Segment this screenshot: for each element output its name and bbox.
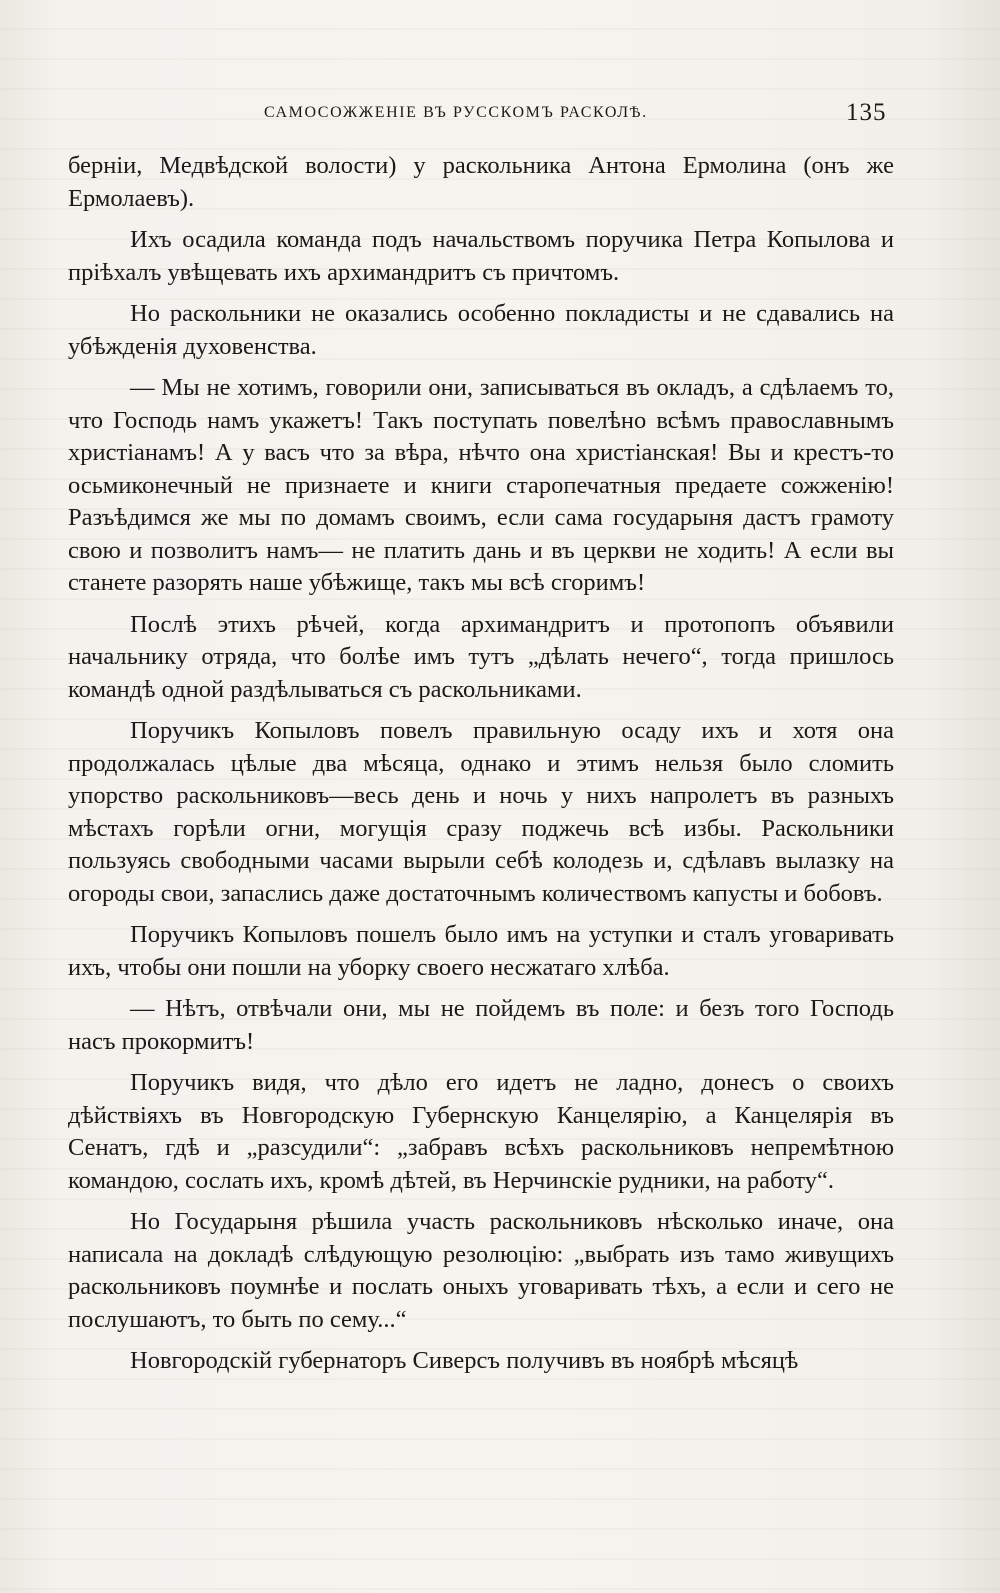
body-text	[68, 150, 894, 1387]
paragraph-2: Ихъ осадила команда подъ начальствомъ поручика Петра Копылова и пріѣхалъ увѣщевать ихъ архимандритъ съ причтомъ.	[68, 226, 894, 286]
running-title: САМОСОЖЖЕНІЕ ВЪ РУССКОМЪ РАСКОЛѢ.	[264, 104, 648, 121]
paragraph-6: Поручикъ Копыловъ повелъ правильную осаду ихъ и хотя она продолжалась цѣлые два мѣсяца, однако и этимъ нельзя было сломить упорство раскольниковъ—весь день и ночь у нихъ напролетъ въ разныхъ мѣстахъ горѣли огни, могущія сразу поджечь всѣ избы. Раскольники пользуясь свободными часами вырыли себѣ колодезь и, сдѣлавъ вылазку на огороды свои, запаслись даже достаточнымъ количествомъ капусты и бобовъ.	[68, 717, 894, 907]
paragraph-4: — Мы не хотимъ, говорили они, записываться въ окладъ, а сдѣлаемъ то, что Господь намъ укажетъ! Такъ поступать повелѣно всѣмъ православнымъ христіанамъ! А у васъ что за вѣра, нѣчто она христіанская! Вы и крестъ-то осьмиконечный не признаете и книги старопечатныя предаете сожженію! Разъѣдимся же мы по домамъ своимъ, если сама государыня дастъ грамоту свою и позволитъ намъ— не платить дань и въ церкви не ходить! А если вы станете разорять наше убѣжище, такъ мы всѣ сгоримъ!	[68, 374, 894, 596]
paragraph-7: Поручикъ Копыловъ пошелъ было имъ на уступки и сталъ уговаривать ихъ, чтобы они пошли на уборку своего несжатаго хлѣба.	[68, 921, 894, 981]
paragraph-5: Послѣ этихъ рѣчей, когда архимандритъ и протопопъ объявили начальнику отряда, что болѣе имъ тутъ „дѣлать нечего“, тогда пришлось командѣ одной раздѣлываться съ раскольниками.	[68, 610, 894, 703]
page-number: 135	[846, 99, 887, 126]
paragraph-8: — Нѣтъ, отвѣчали они, мы не пойдемъ въ поле: и безъ того Господь насъ прокормитъ!	[68, 995, 894, 1055]
paragraph-10: Но Государыня рѣшила участь раскольниковъ нѣсколько иначе, она написала на докладѣ слѣдующую резолюцію: „выбрать изъ тамо живущихъ раскольниковъ поумнѣе и послать оныхъ уговаривать тѣхъ, а если и сего не послушаютъ, то быть по сему...“	[68, 1208, 894, 1333]
paragraph-3: Но раскольники не оказались особенно покладисты и не сдавались на убѣжденія духовенства.	[68, 300, 894, 360]
paragraph-1: берніи, Медвѣдской волости) у раскольника Антона Ермолина (онъ же Ермолаевъ).	[68, 152, 894, 212]
paragraph-9: Поручикъ видя, что дѣло его идетъ не ладно, донесъ о своихъ дѣйствіяхъ въ Новгородскую Губернскую Канцелярію, а Канцелярія въ Сенатъ, гдѣ и „разсудили“: „забравъ всѣхъ раскольниковъ непремѣтною командою, сослать ихъ, кромѣ дѣтей, въ Нерчинскіе рудники, на работу“.	[68, 1069, 894, 1194]
paragraph-11: Новгородскій губернаторъ Сиверсъ получивъ въ ноябрѣ мѣсяцѣ	[130, 1347, 799, 1374]
